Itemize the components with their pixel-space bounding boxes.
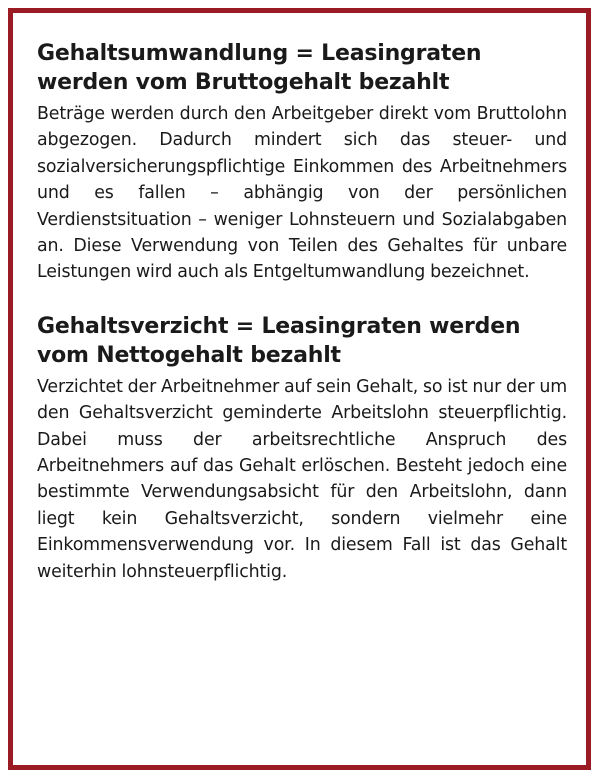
section-heading: Gehaltsverzicht = Leasingraten werden vom Nettogehalt bezahlt (37, 313, 521, 368)
info-box-content (37, 39, 567, 585)
section-body: Beträge werden durch den Arbeitgeber direkt vom Bruttolohn abgezogen. Dadurch mindert sich das steuer- und sozialversicherungspflichtige Einkommen des Arbeitnehmers und es fallen – abhängig von der persönlichen Verdienstsituation – weniger Lohnsteuern und Sozialabgaben an. Diese Verwendung von Teilen des Gehaltes für unbare Leistungen wird auch als Entgeltumwandlung bezeichnet. (37, 104, 567, 283)
section-gehaltsumwandlung (37, 39, 567, 286)
section-heading: Gehaltsumwandlung = Leasingraten werden vom Bruttogehalt bezahlt (37, 41, 482, 95)
section-gehaltsverzicht (37, 312, 567, 585)
section-body: Verzichtet der Arbeitnehmer auf sein Gehalt, so ist nur der um den Gehaltsverzicht geminderte Arbeitslohn steuerpflichtig. Dabei muss der arbeitsrechtliche Anspruch des Arbeitnehmers auf das Gehalt erlöschen. Besteht jedoch eine bestimmte Verwendungsabsicht für den Arbeitslohn, dann liegt kein Gehaltsverzicht, sondern vielmehr eine Einkommensverwendung vor. In diesem Fall ist das Gehalt weiterhin lohnsteuerpflichtig. (37, 376, 568, 582)
info-box-frame (8, 8, 591, 770)
